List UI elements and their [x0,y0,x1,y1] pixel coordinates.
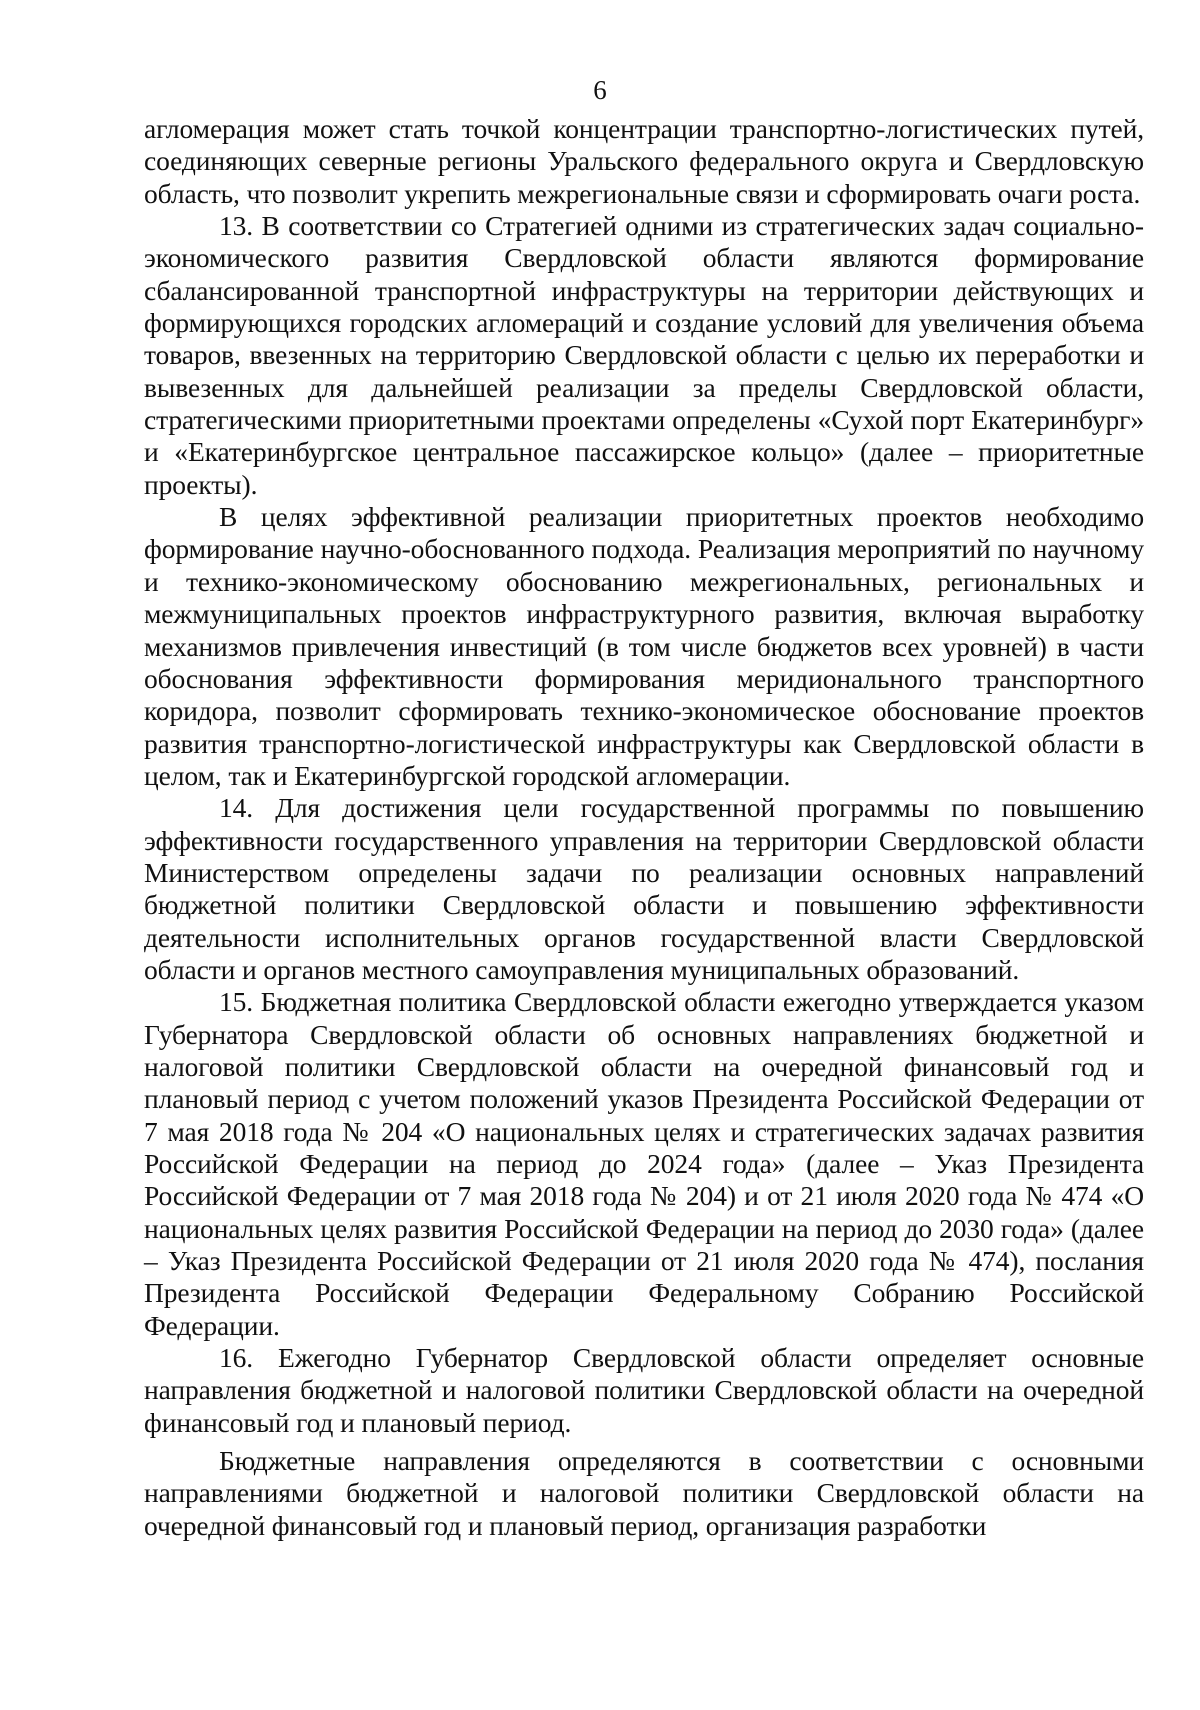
paragraph-item-15: 15. Бюджетная политика Свердловской области ежегодно утверждается указом Губернатора Свердловской области об основных направлениях бюджетной и налоговой политики Свердловской области на очередной финансовый год и плановый период с учетом положений указов Президента Российской Федерации от 7 мая 2018 года № 204 «О национальных целях и стратегических задачах развития Российской Федерации на период до 2024 года» (далее – Указ Президента Российской Федерации от 7 мая 2018 года № 204) и от 21 июля 2020 года № 474 «О национальных целях развития Российской Федерации на период до 2030 года» (далее – Указ Президента Российской Федерации от 21 июля 2020 года № 474), послания Президента Российской Федерации Федеральному Собранию Российской Федерации. [144,986,1144,1341]
paragraph-budget-directions: Бюджетные направления определяются в соответствии с основными направлениями бюджетной и налоговой политики Свердловской области на очередной финансовый год и плановый период, организация разработки [144,1445,1144,1541]
paragraph-continuation: агломерация может стать точкой концентрации транспортно-логистических путей, соединяющих северные регионы Уральского федерального округа и Свердловскую область, что позволит укрепить межрегиональные связи и сформировать очаги роста. [144,113,1144,209]
paragraph-item-16: 16. Ежегодно Губернатор Свердловской области определяет основные направления бюджетной и налоговой политики Свердловской области на очередной финансовый год и плановый период. [144,1342,1144,1438]
paragraph-priority-projects: В целях эффективной реализации приоритетных проектов необходимо формирование научно-обоснованного подхода. Реализация мероприятий по научному и технико-экономическому обоснованию межрегиональных, региональных и межмуниципальных проектов инфраструктурного развития, включая выработку механизмов привлечения инвестиций (в том числе бюджетов всех уровней) в части обоснования эффективности формирования меридионального транспортного коридора, позволит сформировать технико-экономическое обоснование проектов развития транспортно-логистической инфраструктуры как Свердловской области в целом, так и Екатеринбургской городской агломерации. [144,501,1144,791]
paragraph-item-14: 14. Для достижения цели государственной программы по повышению эффективности государственного управления на территории Свердловской области Министерством определены задачи по реализации основных направлений бюджетной политики Свердловской области и повышению эффективности деятельности исполнительных органов государственной власти Свердловской области и органов местного самоуправления муниципальных образований. [144,792,1144,985]
paragraph-item-13: 13. В соответствии со Стратегией одними из стратегических задач социально-экономического развития Свердловской области являются формирование сбалансированной транспортной инфраструктуры на территории действующих и формирующихся городских агломераций и создание условий для увеличения объема товаров, ввезенных на территорию Свердловской области с целью их переработки и вывезенных для дальнейшей реализации за пределы Свердловской области, стратегическими приоритетными проектами определены «Сухой порт Екатеринбург» и «Екатеринбургское центральное пассажирское кольцо» (далее – приоритетные проекты). [144,210,1144,500]
page-number: 6 [593,75,607,105]
document-body [144,113,1144,1542]
